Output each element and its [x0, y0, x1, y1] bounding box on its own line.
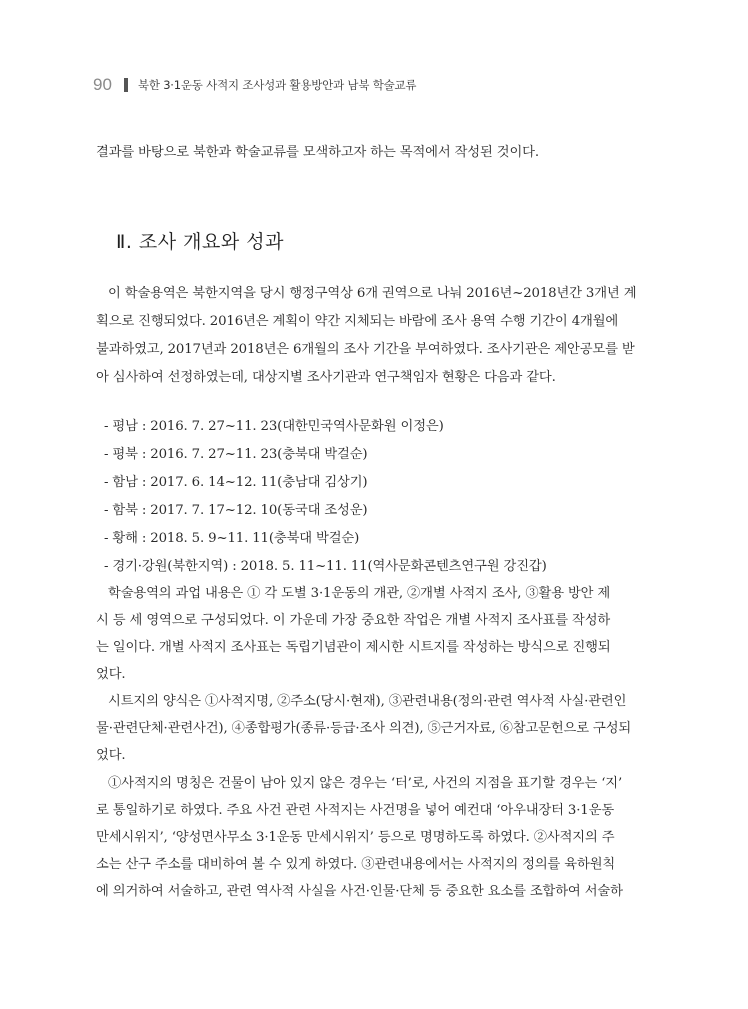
paragraph-line: 아 심사하여 선정하였는데, 대상지별 조사기관과 연구책임자 현황은 다음과 같다.	[96, 370, 556, 385]
running-title: 북한 3·1운동 사적지 조사성과 활용방안과 남북 학술교류	[137, 78, 417, 92]
list-item: - 평북 : 2016. 7. 27~11. 23(충북대 박걸순)	[104, 447, 368, 462]
paragraph-line: 소는 산구 주소를 대비하여 볼 수 있게 하였다. ③관련내용에서는 사적지의 정의를 육하원칙	[96, 857, 616, 872]
paragraph-line: 시트지의 양식은 ①사적지명, ②주소(당시·현재), ③관련내용(정의·관련 역사적 사실·관련인	[108, 694, 627, 709]
running-header	[93, 74, 416, 96]
intro-line: 결과를 바탕으로 북한과 학술교류를 모색하고자 하는 목적에서 작성된 것이다.	[96, 145, 539, 160]
paragraph-line: 이 학술용역은 북한지역을 당시 행정구역상 6개 권역으로 나눠 2016년~2018년간 3개년 계	[108, 286, 637, 301]
list-item: - 함남 : 2017. 6. 14~12. 11(충남대 김상기)	[104, 475, 368, 490]
paragraph-line: 었다.	[96, 667, 126, 682]
paragraph-line: ①사적지의 명칭은 건물이 남아 있지 않은 경우는 ‘터’로, 사건의 지점을 표기할 경우는 ‘지’	[108, 776, 623, 791]
list-item: - 함북 : 2017. 7. 17~12. 10(동국대 조성운)	[104, 503, 368, 518]
paragraph-line: 물·관련단체·관련사건), ④종합평가(종류·등급·조사 의견), ⑤근거자료, ⑥참고문헌으로 구성되	[96, 721, 632, 736]
paragraph-line: 는 일이다. 개별 사적지 조사표는 독립기념관이 제시한 시트지를 작성하는 방식으로 진행되	[96, 640, 611, 655]
paragraph-line: 획으로 진행되었다. 2016년은 계획이 약간 지체되는 바람에 조사 용역 수행 기간이 4개월에	[96, 314, 619, 329]
paragraph-line: 불과하였고, 2017년과 2018년은 6개월의 조사 기간을 부여하였다. 조사기관은 제안공모를 받	[96, 342, 635, 357]
list-item: - 황해 : 2018. 5. 9~11. 11(충북대 박걸순)	[104, 531, 360, 546]
paragraph-line: 시 등 세 영역으로 구성되었다. 이 가운데 가장 중요한 작업은 개별 사적지 조사표를 작성하	[96, 613, 611, 628]
paragraph-line: 만세시위지’, ‘양성면사무소 3·1운동 만세시위지’ 등으로 명명하도록 하였다. ②사적지의 주	[96, 830, 615, 845]
page-number: 90	[93, 75, 112, 94]
header-divider-bar	[124, 78, 128, 92]
list-item: - 경기·강원(북한지역) : 2018. 5. 11~11. 11(역사문화콘텐츠연구원 강진갑)	[104, 559, 547, 574]
paragraph-line: 학술용역의 과업 내용은 ① 각 도별 3·1운동의 개관, ②개별 사적지 조사, ③활용 방안 제	[108, 586, 611, 601]
paragraph-line: 로 통일하기로 하였다. 주요 사건 관련 사적지는 사건명을 넣어 예컨대 ‘아우내장터 3·1운동	[96, 803, 615, 818]
paragraph-line: 에 의거하여 서술하고, 관련 역사적 사실을 사건·인물·단체 등 중요한 요소를 조합하여 서술하	[96, 884, 623, 899]
paragraph-line: 었다.	[96, 748, 126, 763]
section-heading: Ⅱ. 조사 개요와 성과	[116, 231, 284, 253]
list-item: - 평남 : 2016. 7. 27~11. 23(대한민국역사문화원 이정은)	[104, 419, 444, 434]
